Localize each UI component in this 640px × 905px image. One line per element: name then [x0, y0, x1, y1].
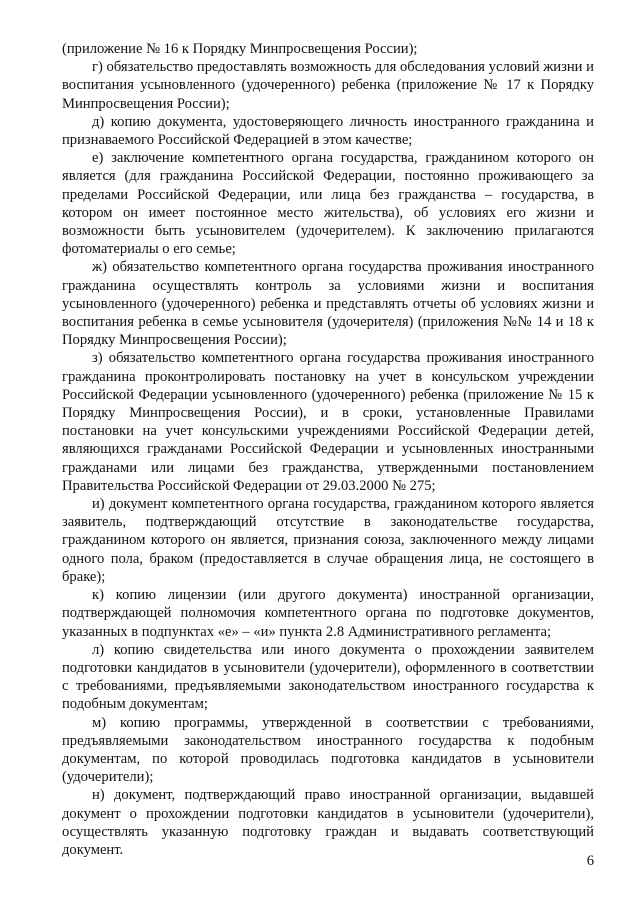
paragraph-item-z: з) обязательство компетентного органа государства проживания иностранного гражданина проконтролировать постановку на учет в консульском учреждении Российской Федерации усыновленного (удочеренного) ребенка (приложение № 15 к Порядку Минпросвещения России), и в сроки, установленные Правилами постановки на учет консульскими учреждениями Российской Федерации детей, являющихся гражданами Российской Федерации и усыновленных иностранными гражданами или лицами без гражданства, утвержденными постановлением Правительства Российской Федерации от 29.03.2000 № 275;: [62, 350, 594, 494]
document-body: [62, 40, 594, 859]
paragraph-item-g: г) обязательство предоставлять возможность для обследования условий жизни и воспитания усыновленного (удочеренного) ребенка (приложение № 17 к Порядку Минпросвещения России);: [62, 59, 594, 112]
paragraph-item-d: д) копию документа, удостоверяющего личность иностранного гражданина и признаваемого Российской Федерацией в этом качестве;: [62, 113, 594, 149]
paragraph-item-k: к) копию лицензии (или другого документа) иностранной организации, подтверждающей полномочия компетентного органа по подготовке документов, указанных в подпунктах «е» – «и» пункта 2.8 Административного регламента;: [62, 587, 594, 640]
paragraph-item-m: м) копию программы, утвержденной в соответствии с требованиями, предъявляемыми законодательством иностранного государства к подобным документам, по которой проводилась подготовка кандидатов в усыновители (удочерители);: [62, 714, 594, 786]
paragraph-item-i: и) документ компетентного органа государства, гражданином которого является заявитель, подтверждающий отсутствие в законодательстве государства, гражданином которого он является, признания союза, заключенного между лицами одного пола, браком (предоставляется в случае обращения лица, не состоящего в браке);: [62, 496, 594, 585]
page-number: 6: [586, 853, 594, 869]
paragraph-annex-16: (приложение № 16 к Порядку Минпросвещения России);: [62, 41, 418, 57]
paragraph-item-e: е) заключение компетентного органа государства, гражданином которого он является (для гражданина Российской Федерации, постоянно проживающего за пределами Российской Федерации, или лица без гражданства – государства, в котором он имеет постоянное место жительства), об условиях его жизни и возможности быть усыновителем (удочерителем). К заключению прилагаются фотоматериалы о его семье;: [62, 150, 594, 258]
paragraph-item-n: н) документ, подтверждающий право иностранной организации, выдавшей документ о прохождении подготовки кандидатов в усыновители (удочерители), осуществлять указанную подготовку граждан и выдавать соответствующий документ.: [62, 787, 594, 858]
paragraph-item-l: л) копию свидетельства или иного документа о прохождении заявителем подготовки кандидатов в усыновители (удочерители), оформленного в соответствии с требованиями, предъявляемыми законодательством иностранного государства к подобным документам;: [62, 641, 594, 713]
paragraph-item-zh: ж) обязательство компетентного органа государства проживания иностранного гражданина осуществлять контроль за условиями жизни и воспитания усыновленного (удочеренного) ребенка и представлять отчеты об условиях жизни и воспитания ребенка в семье усыновителя (удочерителя) (приложения №№ 14 и 18 к Порядку Минпросвещения России);: [62, 259, 594, 349]
